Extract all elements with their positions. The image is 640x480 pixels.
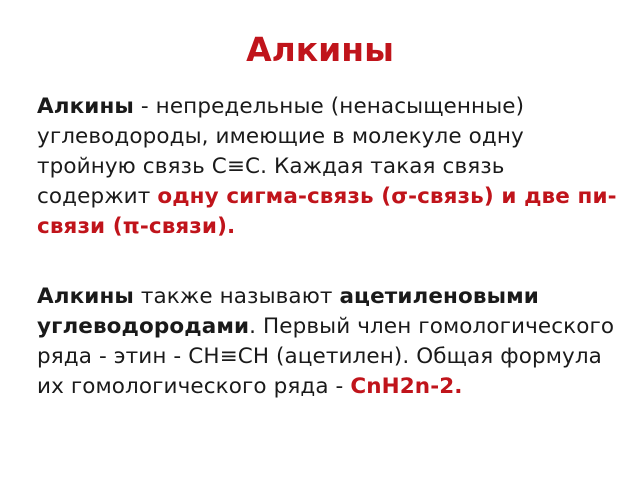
- term-acetylene-hydrocarbons: ацетиленовыми углеводородами: [37, 284, 539, 339]
- slide-title: Алкины: [246, 30, 394, 69]
- term-alkynes-2: Алкины: [37, 284, 134, 309]
- general-formula: CnH2n-2.: [350, 374, 463, 399]
- naming-paragraph: [37, 282, 622, 402]
- naming-text-2: . Первый член гомологического ряда - этин - СН≡СН (ацетилен). Общая формула их гомологического ряда -: [37, 314, 615, 399]
- naming-text-1: также называют: [133, 284, 340, 309]
- definition-paragraph: [37, 92, 622, 242]
- bond-composition-highlight: одну сигма-связь (σ-связь) и две пи-связи (π-связи).: [37, 184, 617, 239]
- term-alkynes: Алкины: [37, 94, 134, 119]
- definition-text: - непредельные (ненасыщенные) углеводороды, имеющие в молекуле одну тройную связь С≡С. Каждая такая связь содержит: [37, 94, 525, 209]
